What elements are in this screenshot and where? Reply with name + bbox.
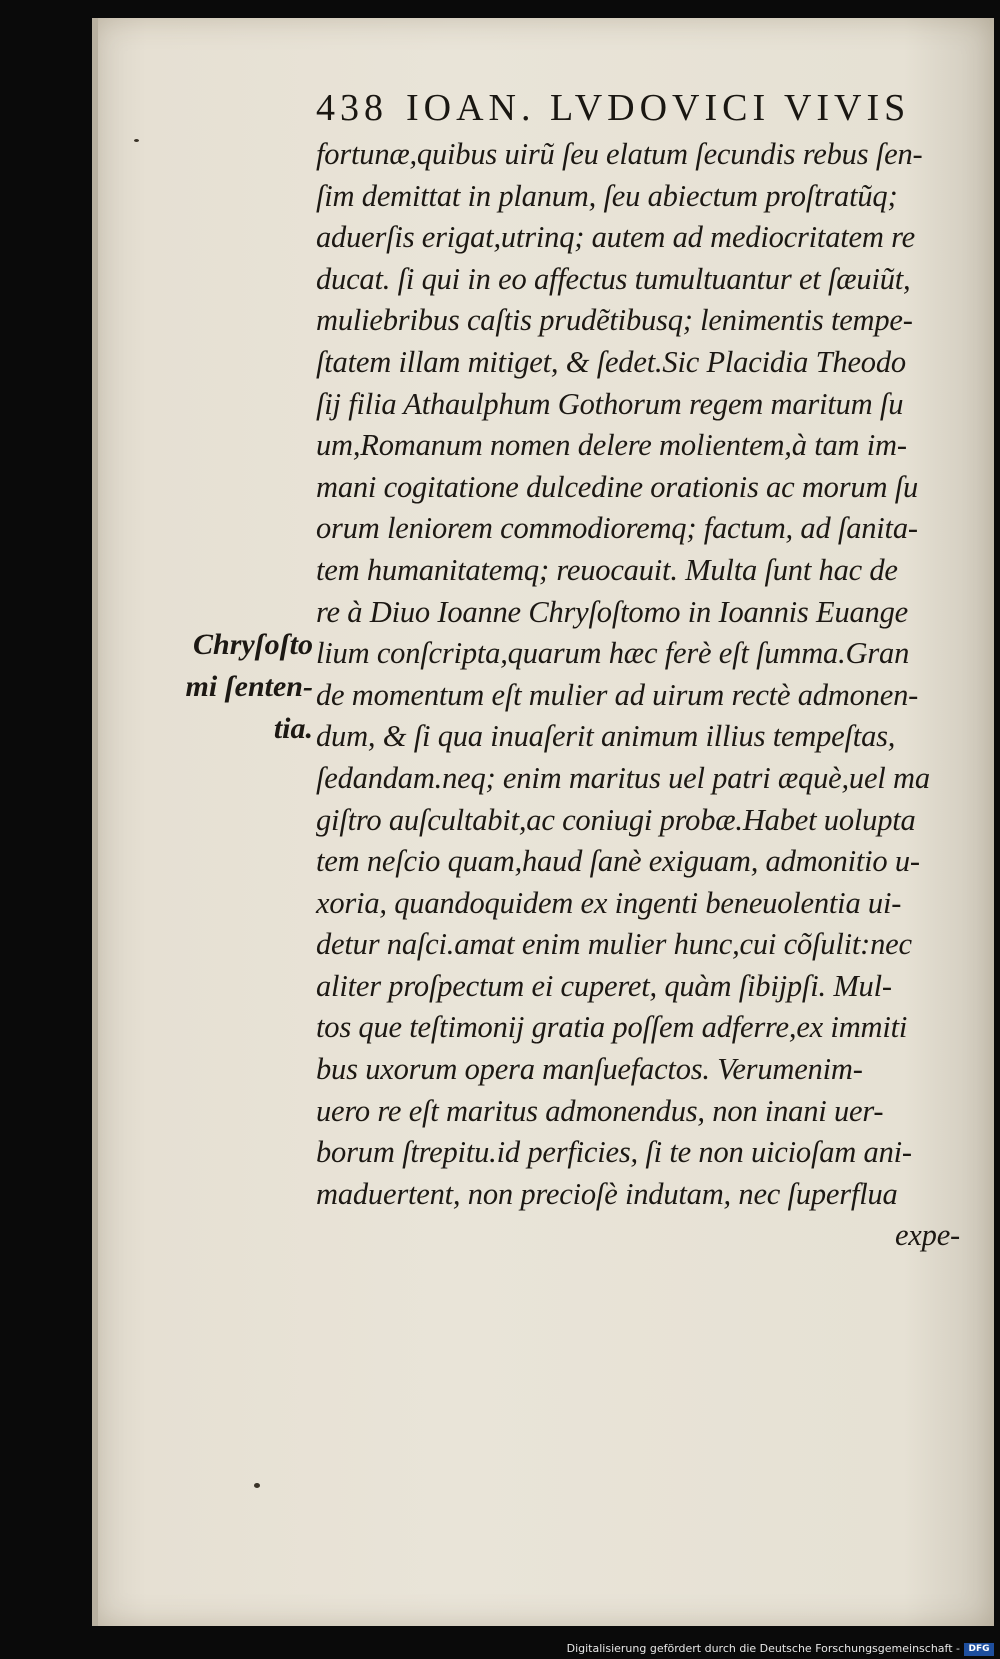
margin-note-line: Chryſoſto (193, 628, 313, 661)
text-line: detur naſci.amat enim mulier hunc,cui cõſulit:nec (316, 927, 912, 962)
text-line: bus uxorum opera manſuefactos. Verumenim- (316, 1052, 863, 1087)
text-line: aduerſis erigat,utrinq; autem ad mediocritatem re (316, 220, 915, 255)
margin-note-line: tia. (273, 712, 313, 745)
text-line: ſedandam.neq; enim maritus uel patri æquè,uel ma (316, 760, 930, 795)
text-line: ducat. ſi qui in eo affectus tumultuantur et ſæuiũt, (316, 261, 911, 296)
text-line: borum ſtrepitu.id perficies, ſi te non uicioſam ani- (316, 1135, 912, 1170)
text-line: um,Romanum nomen delere molientem,à tam im- (316, 428, 907, 463)
text-line: re à Diuo Ioanne Chryſoſtomo in Ioannis Euange (316, 594, 908, 629)
text-line: ſtatem illam mitiget, & ſedet.Sic Placidia Theodo (316, 344, 906, 379)
running-header (316, 86, 936, 134)
text-line: dum, & ſi qua inuaſerit animum illius tempeſtas, (316, 719, 896, 754)
body-text-block (316, 134, 966, 1257)
page-number: 438 (316, 87, 388, 129)
running-title: IOAN. LVDOVICI VIVIS (406, 87, 911, 129)
text-line: ſim demittat in planum, ſeu abiectum proſtratũq; (316, 178, 898, 213)
text-line: xoria, quandoquidem ex ingenti beneuolentia ui- (316, 885, 902, 920)
page-gutter-edge (92, 18, 98, 1626)
text-line: mani cogitatione dulcedine orationis ac morum ſu (316, 469, 919, 504)
marginal-note (165, 624, 313, 750)
text-line: aliter proſpectum ei cuperet, quàm ſibijpſi. Mul- (316, 968, 892, 1003)
text-line: de momentum eſt mulier ad uirum rectè admonen- (316, 677, 919, 712)
ink-speck (134, 139, 139, 142)
text-line: tem neſcio quam,haud ſanè exiguam, admonitio u- (316, 844, 920, 879)
text-line: muliebribus caſtis prudẽtibusq; lenimentis tempe- (316, 303, 913, 338)
catchword: expe- (894, 1218, 960, 1253)
margin-note-line: mi ſenten- (185, 670, 313, 703)
text-line: maduertent, non precioſè indutam, nec ſuperflua (316, 1176, 898, 1211)
text-line: giſtro auſcultabit,ac coniugi probæ.Habet uolupta (316, 802, 916, 837)
text-line: tem humanitatemq; reuocauit. Multa ſunt hac de (316, 552, 898, 587)
digitization-credit: Digitalisierung gefördert durch die Deutsche Forschungsgemeinschaft - (566, 1642, 960, 1655)
ink-speck (254, 1483, 260, 1488)
text-line: lium conſcripta,quarum hæc ferè eſt ſumma.Gran (316, 636, 910, 671)
text-line: uero re eſt maritus admonendus, non inani uer- (316, 1093, 884, 1128)
text-line: tos que teſtimonij gratia poſſem adferre,ex immiti (316, 1010, 908, 1045)
text-line: orum leniorem commodioremq; factum, ad ſanita- (316, 511, 918, 546)
text-line: ſij filia Athaulphum Gothorum regem maritum ſu (316, 386, 904, 421)
dfg-logo: DFG (964, 1643, 994, 1656)
text-line: fortunæ,quibus uirũ ſeu elatum ſecundis rebus ſen- (316, 137, 923, 171)
